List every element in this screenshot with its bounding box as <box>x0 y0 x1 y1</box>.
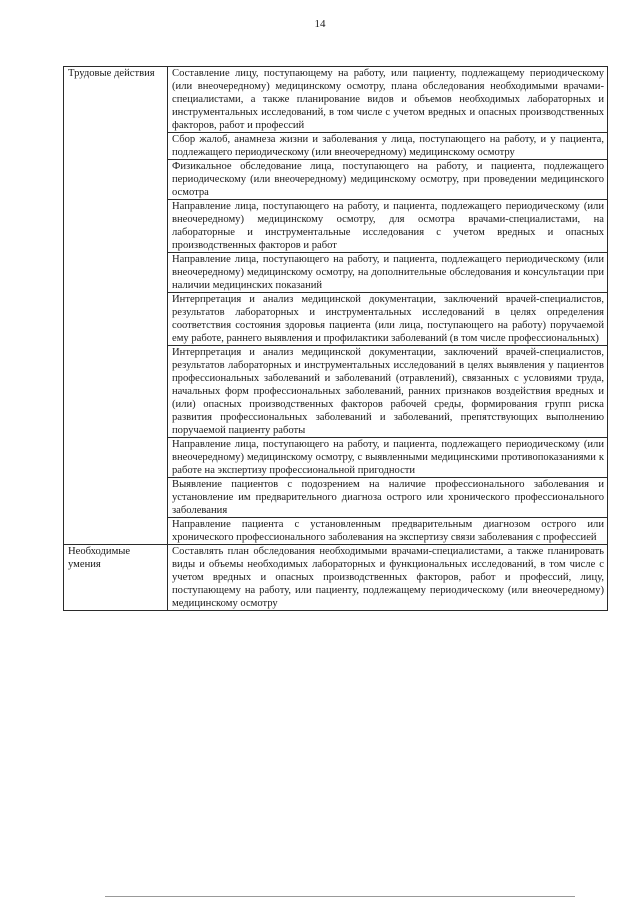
section-item: Составление лицу, поступающему на работу, или пациенту, подлежащему периодическому (или внеочередному) медицинскому осмотру, плана обследования необходимыми врачами-специалистами, а также планирование видов и объемов необходимых лабораторных и инструментальных исследований, в том числе с учетом вредных и опасных производственных факторов, работ и профессий <box>168 67 608 133</box>
table-row <box>64 545 608 611</box>
section-label: Необходимые умения <box>64 545 168 611</box>
section-item: Выявление пациентов с подозрением на наличие профессионального заболевания и установление им предварительного диагноза острого или хронического профессионального заболевания <box>168 478 608 518</box>
section-item: Направление пациента с установленным предварительным диагнозом острого или хронического профессионального заболевания на экспертизу связи заболевания с профессией <box>168 518 608 545</box>
section-label: Трудовые действия <box>64 67 168 545</box>
table-row <box>64 67 608 133</box>
section-item: Физикальное обследование лица, поступающего на работу, и пациента, подлежащего периодическому (или внеочередному) медицинскому осмотру, при проведении медицинского осмотра <box>168 160 608 200</box>
section-item: Интерпретация и анализ медицинской документации, заключений врачей-специалистов, результатов лабораторных и инструментальных исследований в целях определения соответствия состояния здоровья пациента (или лица, поступающего на работу) поручаемой ему работе, раннего выявления и профилактики заболеваний (в том числе профессиональных) <box>168 293 608 346</box>
section-item: Составлять план обследования необходимыми врачами-специалистами, а также планировать виды и объемы необходимых лабораторных и функциональных исследований, в том числе с учетом вредных и опасных производственных факторов, работ и профессий, лицу, поступающему на работу, или пациенту, подлежащему периодическому (или внеочередному) медицинскому осмотру <box>168 545 608 611</box>
section-item: Сбор жалоб, анамнеза жизни и заболевания у лица, поступающего на работу, и у пациента, подлежащего периодическому (или внеочередному) медицинскому осмотру <box>168 133 608 160</box>
competency-table <box>63 66 608 611</box>
section-item: Направление лица, поступающего на работу, и пациента, подлежащего периодическому (или внеочередному) медицинскому осмотру, на дополнительные обследования и консультации при наличии медицинских показаний <box>168 253 608 293</box>
section-item: Интерпретация и анализ медицинской документации, заключений врачей-специалистов, результатов лабораторных и инструментальных исследований в целях выявления у пациентов профессиональных заболеваний и заболеваний (отравлений), связанных с условиями труда, начальных форм профессиональных заболеваний, ранних признаков воздействия вредных и (или) опасных производственных факторов рабочей среды, формирования групп риска развития профессиональных заболеваний и заболеваний, препятствующих выполнению поручаемой пациенту работы <box>168 346 608 438</box>
bottom-rule <box>105 896 575 897</box>
page-number: 14 <box>314 18 326 30</box>
section-item: Направление лица, поступающего на работу, и пациента, подлежащего периодическому (или внеочередному) медицинскому осмотру, для осмотра врачами-специалистами, на лабораторные и инструментальные исследования с учетом вредных и опасных производственных факторов и работ <box>168 200 608 253</box>
competency-table-body <box>64 67 608 611</box>
section-item: Направление лица, поступающего на работу, и пациента, подлежащего периодическому (или внеочередному) медицинскому осмотру, с выявленными медицинскими противопоказаниями к работе на экспертизу профессиональной пригодности <box>168 438 608 478</box>
